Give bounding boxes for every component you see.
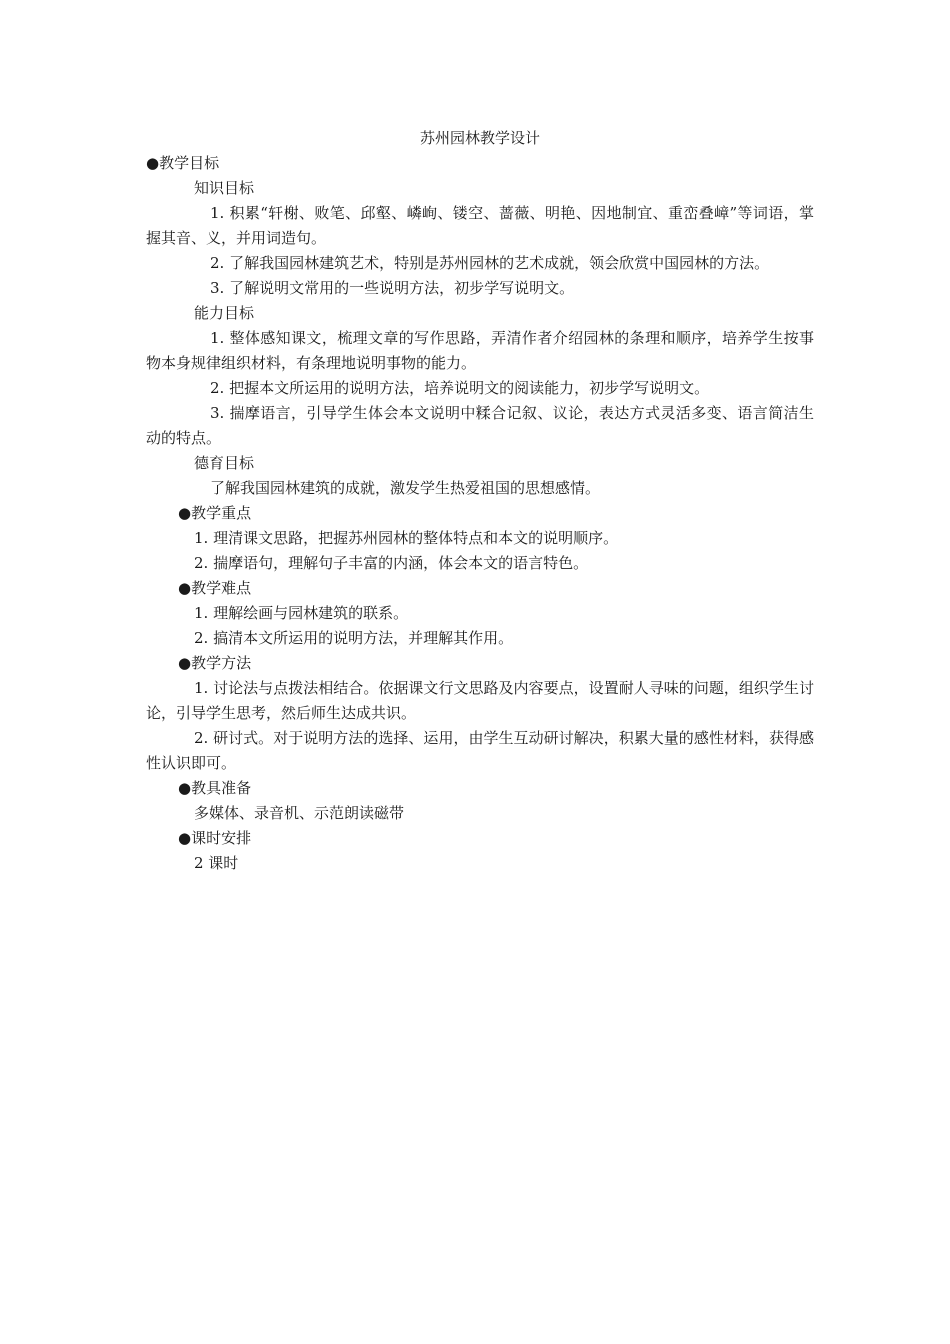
- knowledge-item-2: 2. 了解我国园林建筑艺术，特别是苏州园林的艺术成就，领会欣赏中国园林的方法。: [210, 254, 770, 272]
- section-heading-key-points: ●教学重点: [178, 504, 252, 522]
- section-heading-schedule: ●课时安排: [178, 829, 252, 847]
- key-point-item-1: 1. 理清课文思路，把握苏州园林的整体特点和本文的说明顺序。: [194, 529, 619, 547]
- difficulty-item-1: 1. 理解绘画与园林建筑的联系。: [194, 604, 409, 622]
- section-heading-methods: ●教学方法: [178, 654, 252, 672]
- key-point-item-2: 2. 揣摩语句，理解句子丰富的内涵，体会本文的语言特色。: [194, 554, 589, 572]
- subheading-knowledge: 知识目标: [194, 179, 255, 197]
- subheading-moral: 德育目标: [194, 454, 255, 472]
- knowledge-item-3: 3. 了解说明文常用的一些说明方法，初步学写说明文。: [210, 279, 575, 297]
- difficulty-item-2: 2. 搞清本文所运用的说明方法，并理解其作用。: [194, 629, 514, 647]
- moral-text: 了解我国园林建筑的成就，激发学生热爱祖国的思想感情。: [210, 479, 601, 497]
- section-heading-goals: ●教学目标: [146, 154, 220, 172]
- ability-item-3: 3. 揣摩语言，引导学生体会本文说明中糅合记叙、议论，表达方式灵活多变、语言简洁生动的特点。: [146, 404, 814, 447]
- knowledge-item-1: 1. 积累“轩榭、败笔、邱壑、嶙峋、镂空、蔷薇、明艳、因地制宜、重峦叠嶂”等词语，掌握其音、义，并用词造句。: [146, 204, 814, 247]
- section-heading-difficulties: ●教学难点: [178, 579, 252, 597]
- subheading-ability: 能力目标: [194, 304, 255, 322]
- ability-item-2: 2. 把握本文所运用的说明方法，培养说明文的阅读能力，初步学写说明文。: [210, 379, 710, 397]
- document-title: 苏州园林教学设计: [419, 129, 540, 147]
- tools-text: 多媒体、录音机、示范朗读磁带: [194, 804, 405, 822]
- document-body: [146, 126, 814, 876]
- method-item-2: 2. 研讨式。对于说明方法的选择、运用，由学生互动研讨解决，积累大量的感性材料，获得感性认识即可。: [146, 729, 814, 772]
- schedule-text: 2 课时: [194, 854, 239, 872]
- section-heading-tools: ●教具准备: [178, 779, 252, 797]
- ability-item-1: 1. 整体感知课文，梳理文章的写作思路，弄清作者介绍园林的条理和顺序，培养学生按事物本身规律组织材料，有条理地说明事物的能力。: [146, 329, 814, 372]
- method-item-1: 1. 讨论法与点拨法相结合。依据课文行文思路及内容要点，设置耐人寻味的问题，组织学生讨论，引导学生思考，然后师生达成共识。: [146, 679, 814, 722]
